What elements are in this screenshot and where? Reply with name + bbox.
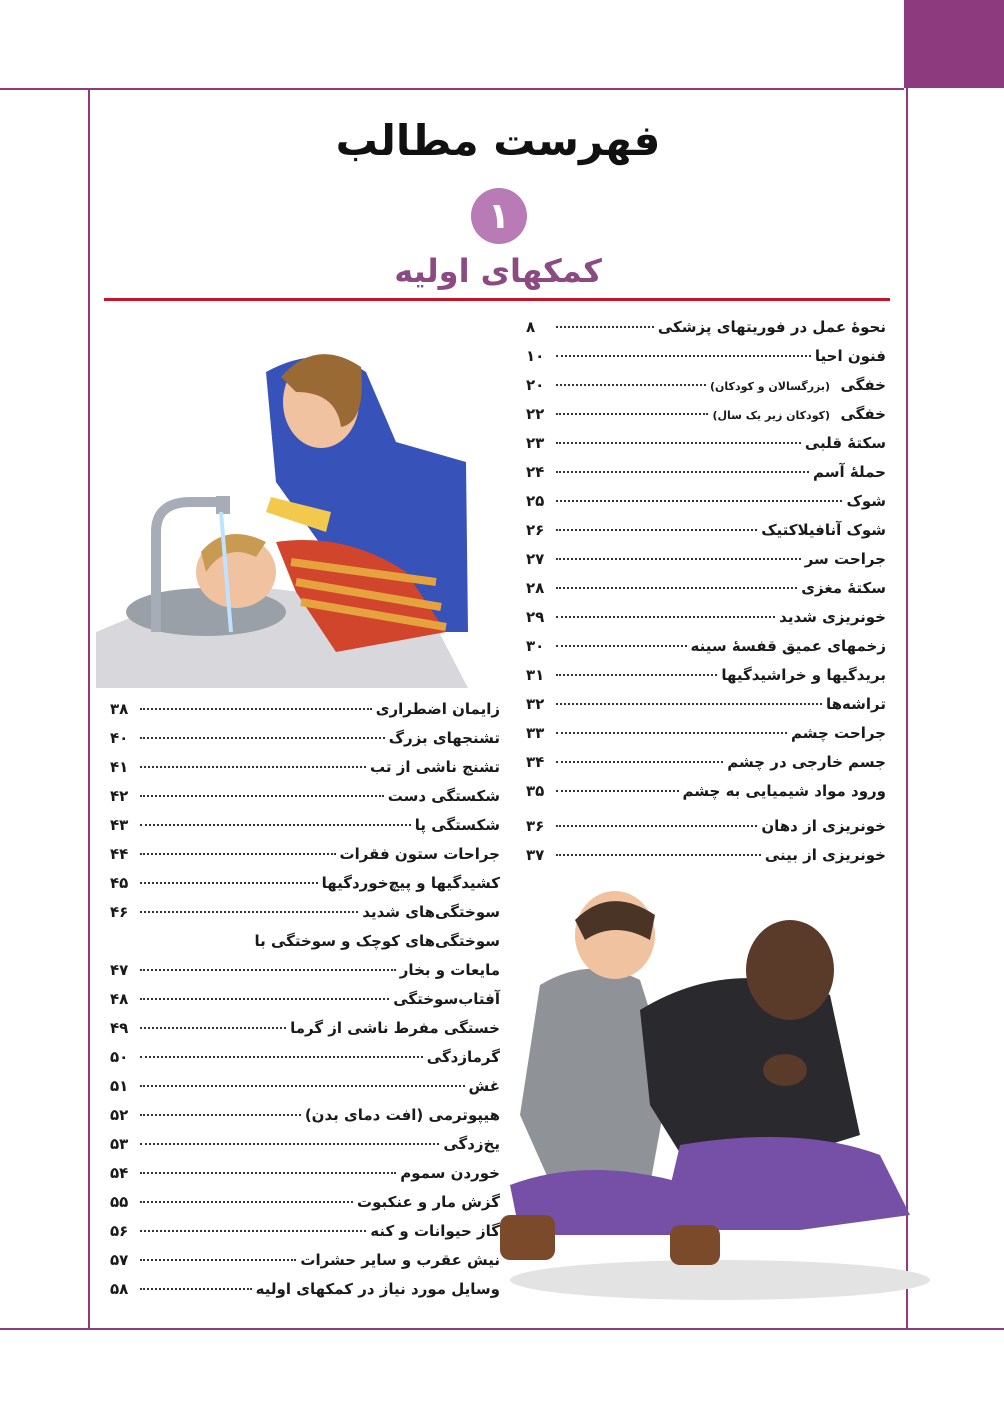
toc-entry[interactable]: گاز حیوانات و کنه ۵۶ [110, 1222, 500, 1240]
heart-attack-illustration [500, 885, 930, 1305]
toc-entry[interactable]: زایمان اضطراری ۳۸ [110, 700, 500, 718]
toc-entry[interactable]: تشنجهای بزرگ ۴۰ [110, 729, 500, 747]
toc-entry[interactable]: کشیدگیها و پیچ‌خوردگیها ۴۵ [110, 874, 500, 892]
toc-entry[interactable]: شکستگی پا ۴۳ [110, 816, 500, 834]
chapter-number-badge: ۱ [471, 188, 527, 244]
eye-wash-illustration [96, 332, 468, 688]
toc-entry[interactable]: تراشه‌ها ۳۲ [526, 695, 886, 713]
toc-entry[interactable]: خفگی (بزرگسالان و کودکان) ۲۰ [526, 376, 886, 394]
toc-entry[interactable]: گرمازدگی ۵۰ [110, 1048, 500, 1066]
toc-entry[interactable]: جراحت سر ۲۷ [526, 550, 886, 568]
bottom-border [0, 1328, 1004, 1330]
toc-entry[interactable]: نحوهٔ عمل در فوریتهای پزشکی ۸ [526, 318, 886, 336]
toc-entry[interactable]: سکتهٔ مغزی ۲۸ [526, 579, 886, 597]
chapter-title: کمکهای اولیه [394, 252, 602, 290]
toc-entry[interactable]: شکستگی دست ۴۲ [110, 787, 500, 805]
toc-entry[interactable]: خونریزی شدید ۲۹ [526, 608, 886, 626]
toc-entry[interactable]: شوک آنافیلاکتیک ۲۶ [526, 521, 886, 539]
toc-entry[interactable]: هیپوترمی (افت دمای بدن) ۵۲ [110, 1106, 500, 1124]
toc-entry[interactable]: جراحات ستون فقرات ۴۴ [110, 845, 500, 863]
toc-right-column [526, 318, 886, 875]
toc-entry[interactable]: فنون احیا ۱۰ [526, 347, 886, 365]
toc-entry[interactable]: وسایل مورد نیاز در کمکهای اولیه ۵۸ [110, 1280, 500, 1298]
toc-entry[interactable]: زخمهای عمیق قفسهٔ سینه ۳۰ [526, 637, 886, 655]
toc-entry[interactable]: جراحت چشم ۳۳ [526, 724, 886, 742]
toc-entry[interactable]: مایعات و بخار ۴۷ [110, 961, 500, 979]
toc-left-column [110, 700, 500, 1309]
toc-entry[interactable]: خونریزی از دهان ۳۶ [526, 817, 886, 835]
toc-entry[interactable]: ورود مواد شیمیایی به چشم ۳۵ [526, 782, 886, 800]
page-title: فهرست مطالب [335, 116, 661, 165]
toc-entry[interactable]: شوک ۲۵ [526, 492, 886, 510]
toc-entry[interactable]: خونریزی از بینی ۳۷ [526, 846, 886, 864]
toc-entry[interactable]: آفتاب‌سوختگی ۴۸ [110, 990, 500, 1008]
toc-entry[interactable]: یخ‌زدگی ۵۳ [110, 1135, 500, 1153]
toc-entry[interactable]: خستگی مفرط ناشی از گرما ۴۹ [110, 1019, 500, 1037]
corner-tab [904, 0, 1004, 88]
toc-entry[interactable]: خوردن سموم ۵۴ [110, 1164, 500, 1182]
toc-entry[interactable]: حملهٔ آسم ۲۴ [526, 463, 886, 481]
toc-entry[interactable]: گزش مار و عنکبوت ۵۵ [110, 1193, 500, 1211]
toc-entry[interactable]: نیش عقرب و سایر حشرات ۵۷ [110, 1251, 500, 1269]
toc-entry[interactable]: خفگی (کودکان زیر یک سال) ۲۲ [526, 405, 886, 423]
chapter-divider [104, 298, 890, 301]
toc-entry[interactable]: غش ۵۱ [110, 1077, 500, 1095]
toc-entry[interactable]: سوختگی‌های شدید ۴۶ [110, 903, 500, 921]
toc-entry[interactable]: تشنج ناشی از تب ۴۱ [110, 758, 500, 776]
toc-entry[interactable]: سوختگی‌های کوچک و سوختگی با [254, 932, 500, 950]
toc-entry[interactable]: جسم خارجی در چشم ۳۴ [526, 753, 886, 771]
toc-entry[interactable]: بریدگیها و خراشیدگیها ۳۱ [526, 666, 886, 684]
toc-entry[interactable]: سکتهٔ قلبی ۲۳ [526, 434, 886, 452]
